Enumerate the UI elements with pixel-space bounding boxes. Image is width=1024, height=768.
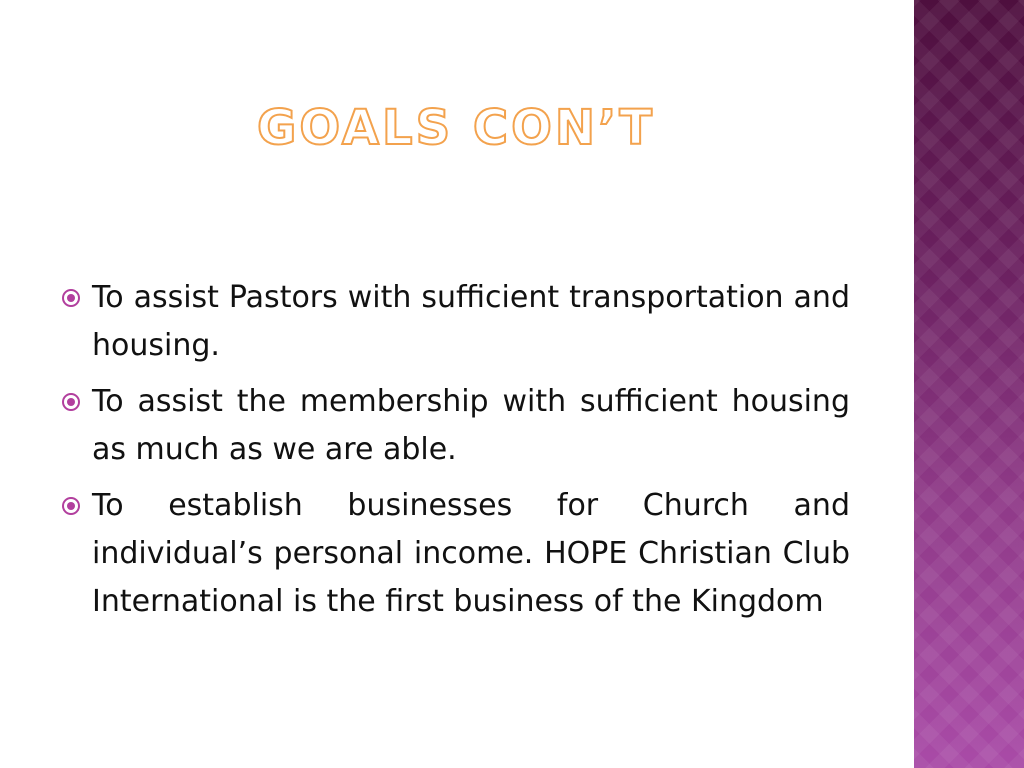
- target-bullet-icon: [62, 289, 80, 307]
- slide-title: GOALS CON’T: [256, 100, 656, 156]
- bullet-item: [62, 274, 850, 370]
- target-bullet-icon: [62, 497, 80, 515]
- bullet-list: [62, 274, 850, 634]
- target-bullet-icon: [62, 393, 80, 411]
- bullet-text: To assist Pastors with sufficient transportation and housing.: [92, 280, 850, 363]
- bullet-item: [62, 482, 850, 626]
- bullet-item: [62, 378, 850, 474]
- bullet-text: To assist the membership with sufficient housing as much as we are able.: [92, 384, 850, 467]
- decorative-side-band: [912, 0, 1024, 768]
- bullet-text: To establish businesses for Church and individual’s personal income. HOPE Christian Club International is the first business of the Kingdom: [92, 488, 850, 619]
